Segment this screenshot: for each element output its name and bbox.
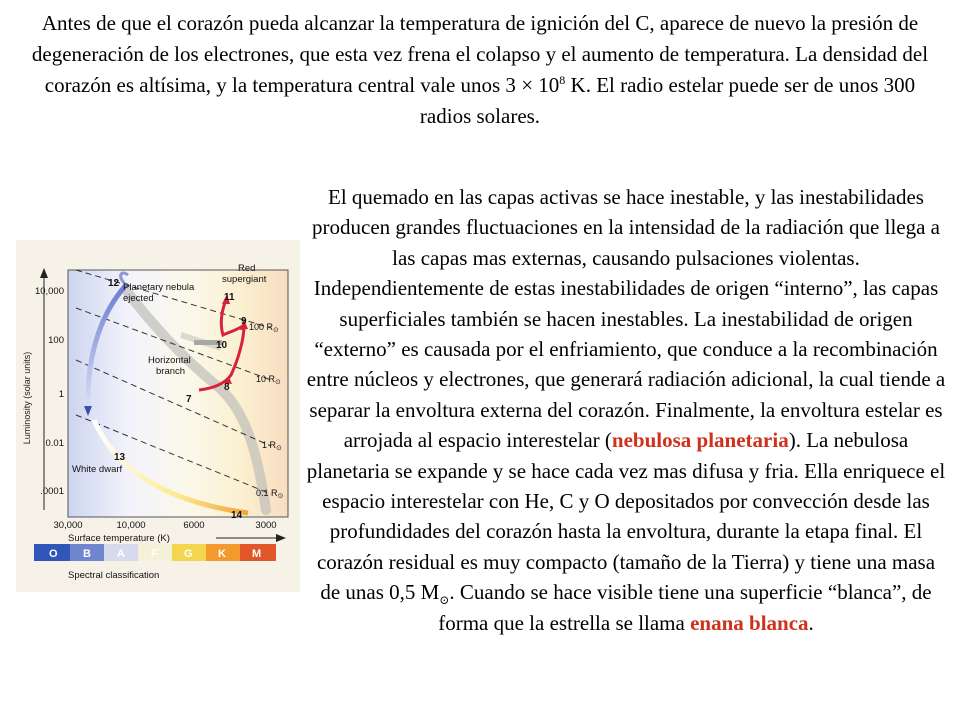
hr-diagram-svg [16, 240, 300, 592]
y-tick-10000: 10,000 [34, 286, 64, 297]
x-axis-label: Surface temperature (K) [68, 533, 170, 544]
white-dwarf-label: White dwarf [72, 464, 123, 475]
enana-blanca-highlight: enana blanca [690, 610, 809, 635]
stage-9: 9 [241, 316, 247, 327]
exponent: 8 [559, 73, 566, 87]
plot-area [68, 270, 288, 517]
spectral-label-A: A [117, 548, 125, 560]
y-tick-100: 100 [48, 335, 64, 346]
y-tick-001: 0.01 [45, 438, 64, 449]
stage-8: 8 [224, 382, 230, 393]
red-supergiant-label-2: supergiant [222, 274, 267, 285]
x-tick-30000: 30,000 [53, 520, 83, 531]
stage-12: 12 [108, 278, 120, 289]
x-tick-10000: 10,000 [116, 520, 146, 531]
x-tick-6000: 6000 [183, 520, 205, 531]
spectral-label-F: F [151, 548, 158, 560]
spectral-label-K: K [218, 548, 226, 560]
stage-13: 13 [114, 452, 126, 463]
y-axis-label: Luminosity (solar units) [22, 351, 32, 445]
spectral-bar [34, 544, 276, 561]
radius-label-01: 0.1 $R_⊙$ [256, 488, 284, 500]
stage-7: 7 [186, 394, 192, 405]
right-paragraph-part1: El quemado en las capas activas se hace inestable, y las inestabilidades producen grandes fluctuaciones en la intensidad de la radiación que llega a las capas mas externas, causando pulsaciones violentas. Independientemente de estas inestabilidades de origen “interno”, las capas superficiales también se hacen inestables. La inestabilidad de origen “externo” es causada por el enfriamiento, que conduce a la recombinación entre núcleos y electrones, que generará radiación adicional, la cual tiende a separar la envoltura externa del corazón. Finalmente, la envoltura estelar es arrojada al espacio interestelar ( [306, 185, 946, 453]
top-paragraph [22, 8, 938, 132]
top-paragraph-text: Antes de que el corazón pueda alcanzar la temperatura de ignición del C, aparece de nuevo la presión de degeneración de los electrones, que esta vez frena el colapso y el aumento de temperatura. La densidad del corazón es altísima, y la temperatura central vale unos 3 [31, 11, 929, 97]
spectral-label-O: O [49, 548, 58, 560]
horizontal-branch-label-1: Horizontal [148, 355, 191, 366]
radius-label-1: 1 $R_⊙$ [262, 440, 282, 452]
x-axis-arrowhead [276, 534, 286, 542]
right-paragraph-part4: . [808, 610, 814, 635]
horizontal-branch-label-2: branch [156, 366, 186, 377]
right-paragraph-part3: . Cuando se hace visible tiene una superficie “blanca”, de forma que la estrella se llama [438, 580, 932, 635]
spectral-classification-label: Spectral classification [68, 570, 160, 581]
planetary-nebula-label-1: Planetary nebula [123, 282, 195, 293]
times-symbol: × [521, 73, 534, 97]
nebulosa-planetaria-highlight: nebulosa planetaria [611, 428, 789, 453]
spectral-label-B: B [83, 548, 91, 560]
spectral-label-M: M [252, 548, 262, 560]
ten-text: 10 [533, 73, 560, 97]
spectral-label-G: G [184, 548, 193, 560]
stage-11: 11 [224, 292, 235, 303]
planetary-nebula-label-2: ejected [123, 293, 154, 304]
y-tick-00001: .0001 [40, 486, 64, 497]
y-tick-1: 1 [58, 389, 64, 400]
stage-10: 10 [216, 340, 228, 351]
sun-symbol: ⊙ [439, 593, 450, 608]
radius-label-10: 10 $R_⊙$ [256, 374, 281, 386]
hr-diagram-figure [16, 240, 300, 592]
right-paragraph [306, 182, 946, 638]
y-axis-arrowhead [40, 268, 48, 278]
x-tick-3000: 3000 [255, 520, 277, 531]
top-paragraph-end: K. El radio estelar puede ser de unos 300 radios solares. [419, 73, 916, 128]
red-supergiant-label-1: Red [238, 263, 256, 274]
right-paragraph-part2: ). La nebulosa planetaria se expande y se hace cada vez mas difusa y fria. Ella enriquece el espacio interestelar con He, C y O depositados por convección desde las profundidades del corazón hasta la envoltura, durante la etapa final. El corazón residual es muy compacto (tamaño de la Tierra) y tiene una masa de unas 0,5 M [306, 428, 946, 605]
radius-label-100: 100 $R_⊙$ [249, 322, 279, 334]
stage-14: 14 [231, 510, 243, 521]
